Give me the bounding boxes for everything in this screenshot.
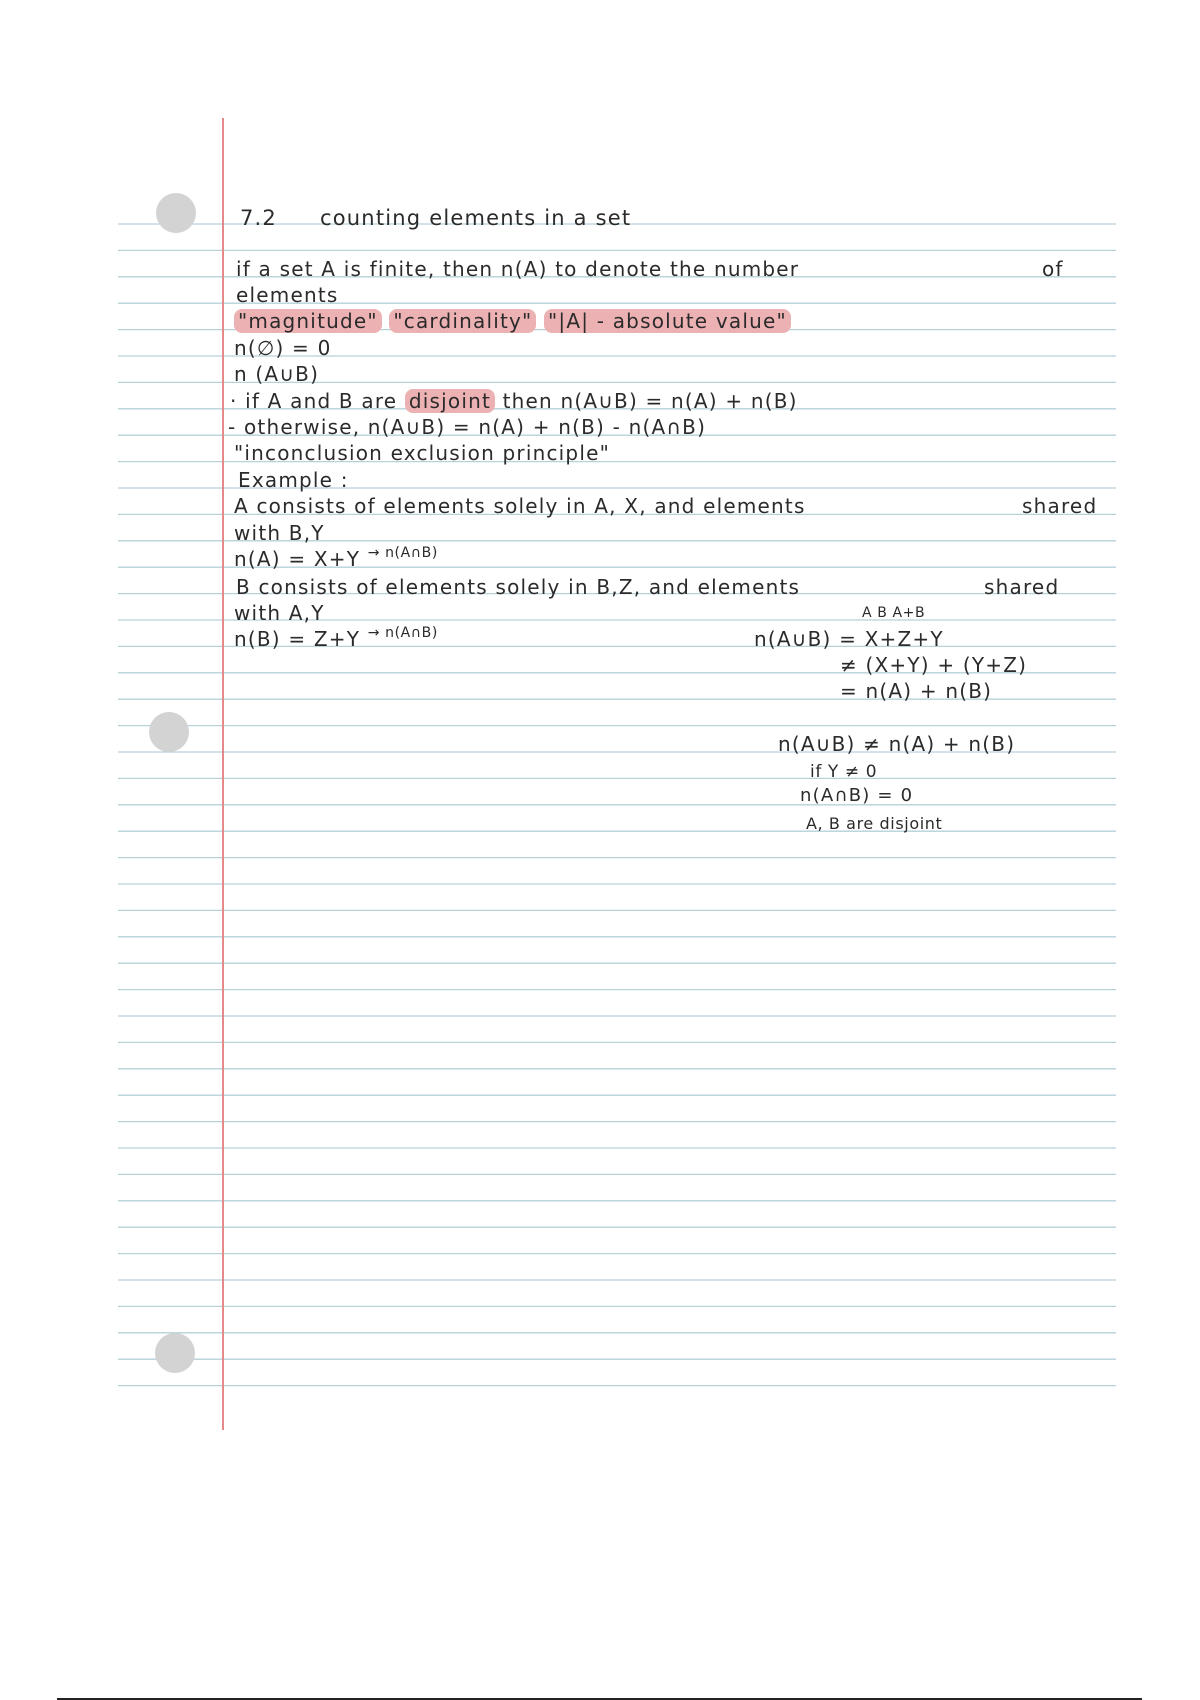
note-line: A consists of elements solely in A, X, and elements <box>234 494 806 518</box>
note-line: with A,Y <box>234 601 325 625</box>
note-line <box>234 547 438 574</box>
note-line: - otherwise, n(A∪B) = n(A) + n(B) - n(A∩B) <box>228 415 707 439</box>
note-line: if a set A is finite, then n(A) to denote the number <box>236 257 800 281</box>
note-annotation: → n(A∩B) <box>367 625 438 641</box>
note-text: then n(A∪B) = n(A) + n(B) <box>502 389 798 413</box>
equation: A, B are disjoint <box>806 814 943 833</box>
section-number: 7.2 <box>240 206 277 230</box>
equation: ≠ (X+Y) + (Y+Z) <box>840 653 1028 677</box>
note-line: n (A∪B) <box>234 362 320 386</box>
note-line: Example : <box>238 468 349 492</box>
margin-line <box>222 118 224 1430</box>
note-line: of <box>1042 257 1064 281</box>
note-annotation: → n(A∩B) <box>367 545 438 561</box>
note-text: · if A and B are <box>230 389 398 413</box>
note-line: elements <box>236 283 339 307</box>
equation: n(A∪B) = X+Z+Y <box>754 627 944 651</box>
note-text: n(A) = X+Y <box>234 547 361 571</box>
equation: n(A∩B) = 0 <box>800 785 914 806</box>
note-line <box>230 389 798 413</box>
equation: if Y ≠ 0 <box>810 762 878 782</box>
note-line: B consists of elements solely in B,Z, and elements <box>236 575 801 599</box>
highlight-term: "magnitude" <box>234 309 382 333</box>
highlight-term: "|A| - absolute value" <box>544 309 791 333</box>
binder-hole <box>155 1333 195 1373</box>
note-line: shared <box>984 575 1060 599</box>
note-line: n(∅) = 0 <box>234 336 332 360</box>
highlight-term: "cardinality" <box>389 309 536 333</box>
highlighted-terms <box>234 309 791 333</box>
note-line: with B,Y <box>234 521 325 545</box>
note-text: n(B) = Z+Y <box>234 627 361 651</box>
equation: n(A∪B) ≠ n(A) + n(B) <box>778 732 1016 756</box>
note-line: "inconclusion exclusion principle" <box>234 441 610 465</box>
note-line: shared <box>1022 494 1098 518</box>
equation: = n(A) + n(B) <box>840 679 993 703</box>
note-line <box>234 627 438 654</box>
binder-hole <box>156 193 196 233</box>
binder-hole <box>149 712 189 752</box>
section-title: counting elements in a set <box>320 206 632 230</box>
highlight-term: disjoint <box>405 389 495 413</box>
term-labels: A B A+B <box>862 605 926 621</box>
